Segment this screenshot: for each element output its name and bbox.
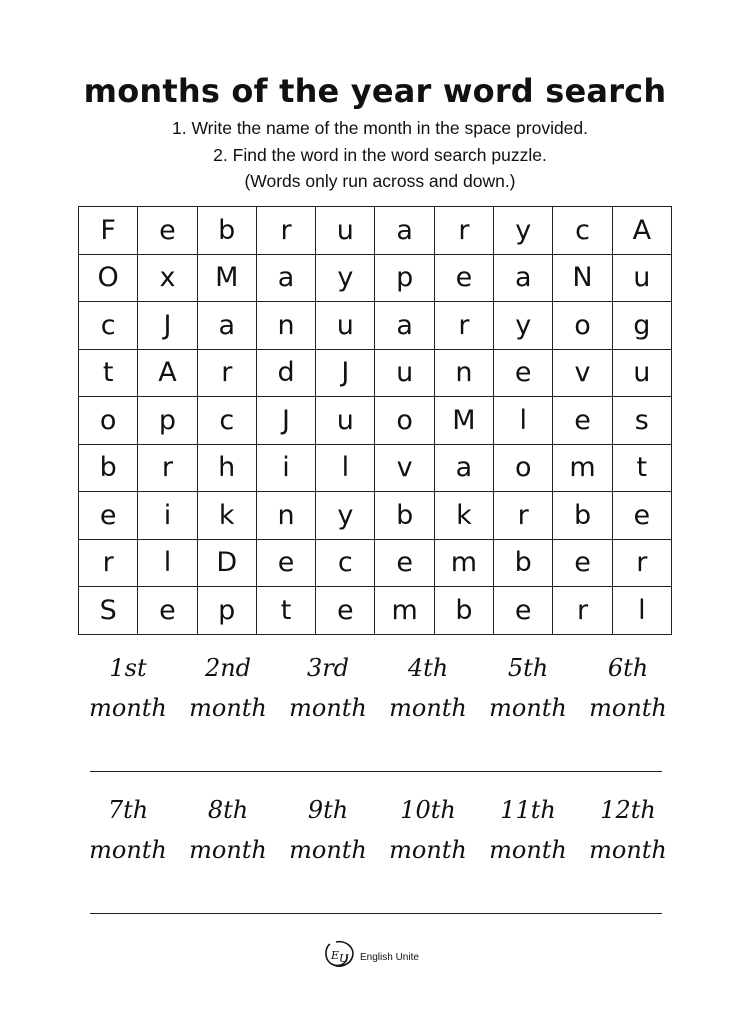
grid-cell: n (257, 492, 316, 540)
grid-cell: d (257, 350, 316, 398)
grid-cell: n (257, 302, 316, 350)
grid-cell: M (435, 397, 494, 445)
answer-line-2 (90, 913, 662, 914)
month-ordinal: 10th (400, 796, 456, 824)
month-ordinal: 7th (107, 796, 149, 824)
month-word: month (489, 694, 567, 722)
grid-cell: F (79, 207, 138, 255)
month-word: month (189, 836, 267, 864)
grid-cell: c (316, 540, 375, 588)
grid-cell: M (198, 255, 257, 303)
instruction-3: (Words only run across and down.) (244, 171, 516, 191)
grid-cell: r (138, 445, 197, 493)
grid-cell: p (198, 587, 257, 635)
grid-cell: a (494, 255, 553, 303)
grid-cell: u (375, 350, 434, 398)
grid-cell: a (375, 302, 434, 350)
grid-cell: y (494, 207, 553, 255)
grid-cell: a (375, 207, 434, 255)
brand-name: English Unite (360, 951, 419, 963)
grid-cell: l (613, 587, 672, 635)
month-label (578, 648, 678, 728)
grid-cell: o (375, 397, 434, 445)
grid-cell: u (316, 397, 375, 445)
grid-cell: A (138, 350, 197, 398)
grid-cell: r (435, 302, 494, 350)
grid-cell: v (375, 445, 434, 493)
grid-cell: k (198, 492, 257, 540)
month-label (78, 790, 178, 870)
grid-cell: e (138, 207, 197, 255)
grid-cell: b (198, 207, 257, 255)
grid-cell: e (613, 492, 672, 540)
month-label (378, 790, 478, 870)
grid-cell: x (138, 255, 197, 303)
grid-cell: i (138, 492, 197, 540)
svg-text:U: U (339, 952, 349, 965)
grid-cell: J (316, 350, 375, 398)
grid-cell: p (138, 397, 197, 445)
brand-footer (322, 938, 419, 970)
instruction-2: 2. Find the word in the word search puzzle. (213, 145, 547, 165)
grid-cell: r (198, 350, 257, 398)
grid-cell: o (553, 302, 612, 350)
month-ordinal: 3rd (306, 654, 350, 682)
grid-cell: e (375, 540, 434, 588)
month-word: month (489, 836, 567, 864)
month-ordinal: 9th (307, 796, 349, 824)
grid-cell: e (316, 587, 375, 635)
grid-cell: p (375, 255, 434, 303)
page-title: months of the year word search (83, 72, 667, 110)
month-label (478, 790, 578, 870)
month-word: month (289, 694, 367, 722)
grid-cell: m (553, 445, 612, 493)
answer-line-1 (90, 771, 662, 772)
month-label (478, 648, 578, 728)
month-label (578, 790, 678, 870)
grid-cell: S (79, 587, 138, 635)
grid-cell: t (79, 350, 138, 398)
grid-cell: t (257, 587, 316, 635)
grid-cell: e (553, 540, 612, 588)
grid-cell: k (435, 492, 494, 540)
grid-cell: l (316, 445, 375, 493)
grid-cell: o (494, 445, 553, 493)
grid-cell: e (138, 587, 197, 635)
grid-cell: b (494, 540, 553, 588)
grid-cell: v (553, 350, 612, 398)
grid-cell: l (494, 397, 553, 445)
month-word: month (189, 694, 267, 722)
grid-cell: r (494, 492, 553, 540)
grid-cell: i (257, 445, 316, 493)
grid-cell: s (613, 397, 672, 445)
grid-cell: o (79, 397, 138, 445)
grid-cell: a (435, 445, 494, 493)
grid-cell: y (494, 302, 553, 350)
grid-cell: u (316, 207, 375, 255)
instruction-1: 1. Write the name of the month in the space provided. (171, 118, 589, 138)
month-ordinal: 11th (500, 796, 556, 824)
month-word: month (89, 694, 167, 722)
grid-cell: r (257, 207, 316, 255)
month-ordinal: 4th (407, 654, 449, 682)
grid-cell: h (198, 445, 257, 493)
grid-cell: u (613, 255, 672, 303)
grid-cell: e (435, 255, 494, 303)
grid-cell: b (375, 492, 434, 540)
month-label (178, 648, 278, 728)
grid-cell: D (198, 540, 257, 588)
grid-cell: y (316, 255, 375, 303)
month-ordinal: 5th (507, 654, 549, 682)
grid-cell: e (494, 587, 553, 635)
grid-cell: m (375, 587, 434, 635)
month-word: month (289, 836, 367, 864)
grid-cell: b (553, 492, 612, 540)
grid-cell: r (435, 207, 494, 255)
grid-cell: c (79, 302, 138, 350)
grid-cell: J (138, 302, 197, 350)
month-ordinal: 12th (600, 796, 656, 824)
grid-cell: b (79, 445, 138, 493)
month-word: month (89, 836, 167, 864)
month-label (378, 648, 478, 728)
grid-cell: r (79, 540, 138, 588)
month-word: month (389, 836, 467, 864)
grid-cell: n (435, 350, 494, 398)
grid-cell: u (613, 350, 672, 398)
grid-cell: t (613, 445, 672, 493)
grid-cell: e (257, 540, 316, 588)
grid-cell: r (613, 540, 672, 588)
month-labels-row-2 (78, 790, 678, 870)
svg-text:E: E (331, 949, 340, 962)
month-label (278, 648, 378, 728)
month-ordinal: 6th (607, 654, 649, 682)
grid-cell: y (316, 492, 375, 540)
month-labels-row-1 (78, 648, 678, 728)
month-label (178, 790, 278, 870)
month-word: month (389, 694, 467, 722)
grid-cell: A (613, 207, 672, 255)
month-word: month (589, 836, 667, 864)
eu-swirl-logo-icon (322, 938, 358, 970)
grid-cell: m (435, 540, 494, 588)
grid-cell: b (435, 587, 494, 635)
month-ordinal: 8th (207, 796, 249, 824)
month-ordinal: 2nd (204, 654, 252, 682)
grid-cell: e (79, 492, 138, 540)
grid-cell: c (198, 397, 257, 445)
month-label (78, 648, 178, 728)
grid-cell: N (553, 255, 612, 303)
grid-cell: l (138, 540, 197, 588)
grid-cell: r (553, 587, 612, 635)
month-label (278, 790, 378, 870)
month-word: month (589, 694, 667, 722)
grid-cell: e (494, 350, 553, 398)
grid-cell: a (198, 302, 257, 350)
month-ordinal: 1st (109, 654, 147, 682)
grid-cell: c (553, 207, 612, 255)
grid-cell: g (613, 302, 672, 350)
grid-cell: J (257, 397, 316, 445)
grid-cell: e (553, 397, 612, 445)
grid-cell: a (257, 255, 316, 303)
word-search-grid (78, 206, 672, 635)
grid-cell: O (79, 255, 138, 303)
grid-cell: u (316, 302, 375, 350)
